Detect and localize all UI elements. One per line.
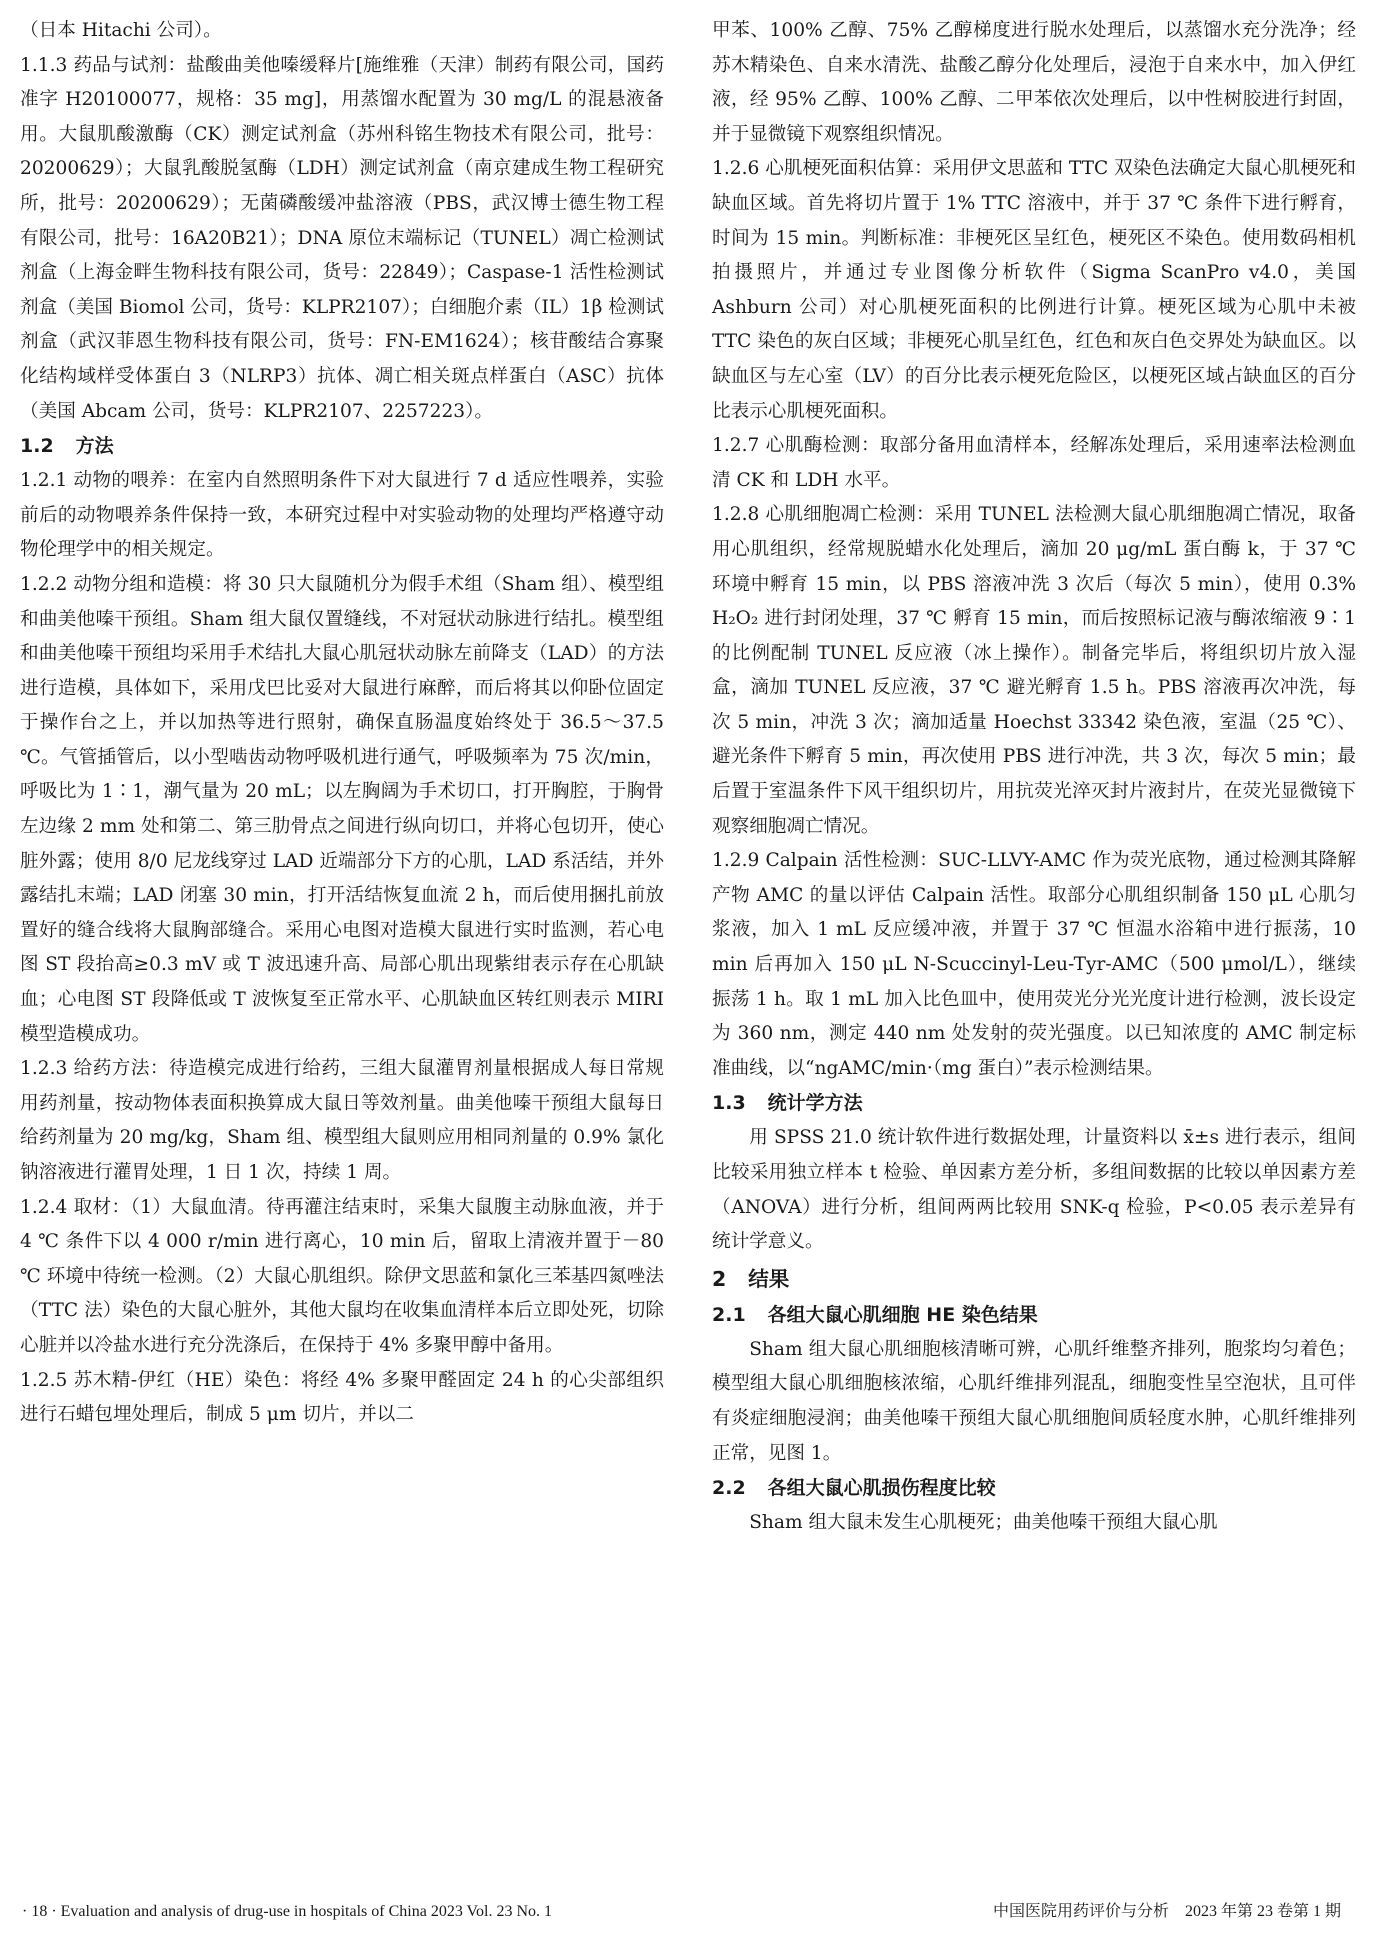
heading-number: 2 — [712, 1266, 727, 1291]
heading-number: 1.2 — [20, 435, 54, 458]
left-paragraph: 1.2.3 给药方法：待造模完成进行给药，三组大鼠灌胃剂量根据成人每日常规用药剂量，按动物体表面积换算成大鼠日等效剂量。曲美他嗪干预组大鼠每日给药剂量为 20 mg/kg，Sham 组、模型组大鼠则应用相同剂量的 0.9% 氯化钠溶液进行灌胃处理，1 日 1 次，持续 1 周。 — [20, 1058, 664, 1183]
right-paragraph: 1.2.7 心肌酶检测：取部分备用血清样本，经解冻处理后，采用速率法检测血清 CK 和 LDH 水平。 — [712, 435, 1356, 491]
heading-number: 2.1 — [712, 1303, 746, 1326]
right-paragraph: 用 SPSS 21.0 统计软件进行数据处理，计量资料以 x̄±s 进行表示，组间比较采用独立样本 t 检验、单因素方差分析，多组间数据的比较以单因素方差（ANOVA）进行分析，组间两两比较用 SNK-q 检验，P<0.05 表示差异有统计学意义。 — [712, 1127, 1356, 1253]
left-paragraph: 1.2.1 动物的喂养：在室内自然照明条件下对大鼠进行 7 d 适应性喂养，实验前后的动物喂养条件保持一致，本研究过程中对实验动物的处理均严格遵守动物伦理学中的相关规定。 — [20, 470, 664, 561]
heading-text: 方法 — [75, 435, 114, 458]
right-paragraph: 1.2.6 心肌梗死面积估算：采用伊文思蓝和 TTC 双染色法确定大鼠心肌梗死和缺血区域。首先将切片置于 1% TTC 溶液中，并于 37 ℃ 条件下进行孵育，时间为 15 min。判断标准：非梗死区呈红色，梗死区不染色。使用数码相机拍摄照片，并通过专业图像分析软件（Sigma ScanPro v4.0，美国 Ashburn 公司）对心肌梗死面积的比例进行计算。梗死区域为心肌中未被 TTC 染色的灰白区域；非梗死心肌呈红色，红色和灰白色交界处为缺血区。以缺血区与左心室（LV）的百分比表示梗死危险区，以梗死区域占缺血区的百分比表示心肌梗死面积。 — [712, 158, 1356, 422]
right-paragraph: 1.2.9 Calpain 活性检测：SUC-LLVY-AMC 作为荧光底物，通过检测其降解产物 AMC 的量以评估 Calpain 活性。取部分心肌组织制备 150 μL 心肌匀浆液，加入 1 mL 反应缓冲液，并置于 37 ℃ 恒温水浴箱中进行振荡，10 min 后再加入 150 μL N-Scuccinyl-Leu-Tyr-AMC（500 μmol/L），继续振荡 1 h。取 1 mL 加入比色皿中，使用荧光分光光度计进行检测，波长设定为 360 nm，测定 440 nm 处发射的荧光强度。以已知浓度的 AMC 制定标准曲线，以“ngAMC/min·（mg 蛋白）”表示检测结果。 — [712, 850, 1356, 1079]
left-paragraph: 1.2.5 苏木精-伊红（HE）染色：将经 4% 多聚甲醛固定 24 h 的心尖部组织进行石蜡包埋处理后，制成 5 μm 切片，并以二 — [20, 1369, 664, 1426]
subsection-heading — [712, 1298, 1356, 1333]
left-paragraph: 1.2.4 取材：（1）大鼠血清。待再灌注结束时，采集大鼠腹主动脉血液，并于 4 ℃ 条件下以 4 000 r/min 进行离心，10 min 后，留取上清液并置于－80 ℃ 环境中待统一检测。（2）大鼠心肌组织。除伊文思蓝和氯化三苯基四氮唑法（TTC 法）染色的大鼠心脏外，其他大鼠均在收集血清样本后立即处死，切除心脏并以冷盐水进行充分洗涤后，在保持于 4% 多聚甲醇中备用。 — [20, 1196, 664, 1356]
heading-number: 1.3 — [712, 1092, 746, 1115]
heading-text: 统计学方法 — [767, 1092, 863, 1115]
left-paragraph: （日本 Hitachi 公司）。 — [20, 20, 222, 41]
left-paragraph: 1.2.2 动物分组和造模：将 30 只大鼠随机分为假手术组（Sham 组）、模型组和曲美他嗪干预组。Sham 组大鼠仅置缝线，不对冠状动脉进行结扎。模型组和曲美他嗪干预组均采用手术结扎大鼠心肌冠状动脉左前降支（LAD）的方法进行造模，具体如下，采用戊巴比妥对大鼠进行麻醉，而后将其以仰卧位固定于操作台之上，并以加热等进行照射，确保直肠温度始终处于 36.5～37.5 ℃。气管插管后，以小型啮齿动物呼吸机进行通气，呼吸频率为 75 次/min，呼吸比为 1∶1，潮气量为 20 mL；以左胸阔为手术切口，打开胸腔，于胸骨左边缘 2 mm 处和第二、第三肋骨点之间进行纵向切口，并将心包切开，使心脏外露；使用 8/0 尼龙线穿过 LAD 近端部分下方的心肌，LAD 系活结，并外露结扎末端；LAD 闭塞 30 min，打开活结恢复血流 2 h，而后使用捆扎前放置好的缝合线将大鼠胸部缝合。采用心电图对造模大鼠进行实时监测，若心电图 ST 段抬高≥0.3 mV 或 T 波迅速升高、局部心肌出现紫绀表示存在心肌缺血；心电图 ST 段降低或 T 波恢复至正常水平、心肌缺血区转红则表示 MIRI 模型造模成功。 — [20, 573, 664, 1045]
left-column — [20, 14, 664, 1433]
footer-journal-info-cn: 中国医院用药评价与分析 2023 年第 23 卷第 1 期 — [992, 1903, 1341, 1920]
heading-text: 结果 — [748, 1266, 790, 1291]
right-paragraph: 甲苯、100% 乙醇、75% 乙醇梯度进行脱水处理后，以蒸馏水充分洗净；经苏木精染色、自来水清洗、盐酸乙醇分化处理后，浸泡于自来水中，加入伊红液，经 95% 乙醇、100% 乙醇、二甲苯依次处理后，以中性树胶进行封固，并于显微镜下观察组织情况。 — [712, 20, 1356, 145]
heading-text: 各组大鼠心肌细胞 HE 染色结果 — [767, 1303, 1038, 1326]
left-paragraph: 1.1.3 药品与试剂：盐酸曲美他嗪缓释片[施维雅（天津）制药有限公司，国药准字 H20100077，规格：35 mg]，用蒸馏水配置为 30 mg/L 的混悬液备用。大鼠肌酸激酶（CK）测定试剂盒（苏州科铭生物技术有限公司，批号：20200629）；大鼠乳酸脱氢酶（LDH）测定试剂盒（南京建成生物工程研究所，批号：20200629）；无菌磷酸缓冲盐溶液（PBS，武汉博士德生物工程有限公司，批号：16A20B21）；DNA 原位末端标记（TUNEL）凋亡检测试剂盒（上海金畔生物科技有限公司，货号：22849）；Caspase-1 活性检测试剂盒（美国 Biomol 公司，货号：KLPR2107）；白细胞介素（IL）1β 检测试剂盒（武汉菲恩生物科技有限公司，货号：FN-EM1624）；核苷酸结合寡聚化结构域样受体蛋白 3（NLRP3）抗体、凋亡相关斑点样蛋白（ASC）抗体（美国 Abcam 公司，货号：KLPR2107、2257223）。 — [20, 54, 665, 422]
heading-text: 各组大鼠心肌损伤程度比较 — [767, 1477, 996, 1500]
heading-number: 2.2 — [712, 1477, 746, 1500]
right-paragraph: 1.2.8 心肌细胞凋亡检测：采用 TUNEL 法检测大鼠心肌细胞凋亡情况，取备用心肌组织，经常规脱蜡水化处理后，滴加 20 μg/mL 蛋白酶 k，于 37 ℃ 环境中孵育 15 min，以 PBS 溶液冲洗 3 次后（每次 5 min），使用 0.3% H₂O₂ 进行封闭处理，37 ℃ 孵育 15 min，而后按照标记液与酶浓缩液 9∶1 的比例配制 TUNEL 反应液（冰上操作）。制备完毕后，将组织切片放入湿盒，滴加 TUNEL 反应液，37 ℃ 避光孵育 1.5 h。PBS 溶液再次冲洗，每次 5 min，冲洗 3 次；滴加适量 Hoechst 33342 染色液，室温（25 ℃）、避光条件下孵育 5 min，再次使用 PBS 进行冲洗，共 3 次，每次 5 min；最后置于室温条件下风干组织切片，用抗荧光淬灭封片液封片，在荧光显微镜下观察细胞凋亡情况。 — [712, 504, 1356, 837]
footer-journal-info-en: · 18 · Evaluation and analysis of drug-use in hospitals of China 2023 Vol. 23 No. 1 — [22, 1903, 553, 1920]
subsection-heading — [712, 1471, 1356, 1506]
right-paragraph: Sham 组大鼠心肌细胞核清晰可辨，心肌纤维整齐排列，胞浆均匀着色；模型组大鼠心肌细胞核浓缩，心肌纤维排列混乱，细胞变性呈空泡状，且可伴有炎症细胞浸润；曲美他嗪干预组大鼠心肌细胞间质轻度水肿，心肌纤维排列正常，见图 1。 — [712, 1338, 1356, 1464]
subsection-heading — [712, 1086, 1356, 1121]
right-paragraph: Sham 组大鼠未发生心肌梗死；曲美他嗪干预组大鼠心肌 — [749, 1512, 1218, 1534]
section-heading — [712, 1260, 1356, 1298]
subsection-heading — [20, 429, 664, 464]
right-column — [712, 14, 1356, 1541]
